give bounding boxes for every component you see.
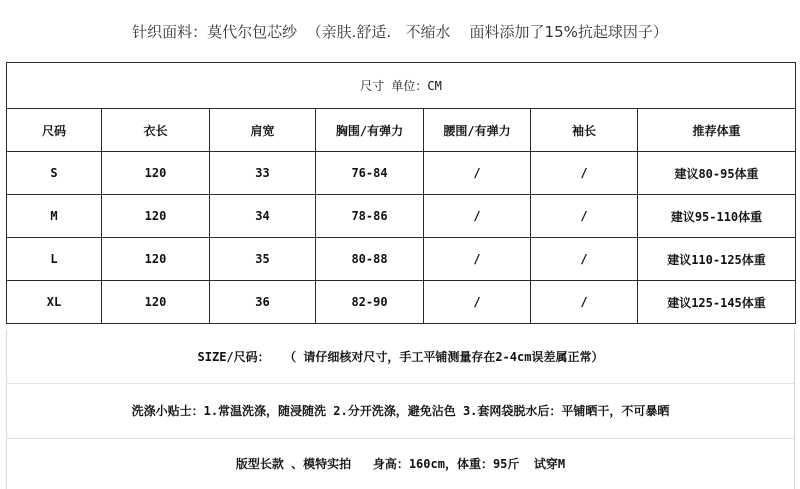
table-row	[7, 238, 796, 281]
length-cell: 120	[102, 195, 210, 238]
waist-cell: /	[424, 152, 531, 195]
unit-row	[7, 63, 796, 109]
waist-cell: /	[424, 281, 531, 324]
table-row	[7, 195, 796, 238]
shoulder-cell: 33	[210, 152, 316, 195]
waist-cell: /	[424, 238, 531, 281]
column-header: 肩宽	[210, 109, 316, 152]
notes-section	[6, 329, 795, 489]
column-header: 腰围/有弹力	[424, 109, 531, 152]
shoulder-cell: 34	[210, 195, 316, 238]
length-cell: 120	[102, 152, 210, 195]
size-note: SIZE/尺码： （ 请仔细核对尺寸，手工平铺测量存在2-4cm误差属正常）	[7, 329, 794, 384]
sleeve-cell: /	[531, 238, 638, 281]
size-table	[6, 62, 796, 324]
column-header: 推荐体重	[638, 109, 796, 152]
fabric-description: 针织面料：莫代尔包芯纱 （亲肤.舒适. 不缩水 面料添加了15%抗起球因子）	[132, 22, 668, 41]
shoulder-cell: 35	[210, 238, 316, 281]
weight-cell: 建议110-125体重	[638, 238, 796, 281]
table-row	[7, 152, 796, 195]
length-cell: 120	[102, 238, 210, 281]
unit-label: 尺寸 单位：CM	[7, 63, 796, 109]
size-cell: XL	[7, 281, 102, 324]
weight-cell: 建议125-145体重	[638, 281, 796, 324]
wash-tips: 洗涤小贴士：1.常温洗涤，随浸随洗 2.分开洗涤，避免沾色 3.套网袋脱水后：平铺晒干，不可暴晒	[7, 383, 794, 439]
column-header: 尺码	[7, 109, 102, 152]
size-cell: S	[7, 152, 102, 195]
model-info: 版型长款 、模特实拍 身高：160cm，体重：95斤 试穿M	[235, 457, 566, 471]
column-header: 袖长	[531, 109, 638, 152]
column-header: 衣长	[102, 109, 210, 152]
chest-cell: 78-86	[316, 195, 424, 238]
chest-cell: 76-84	[316, 152, 424, 195]
sleeve-cell: /	[531, 195, 638, 238]
column-header: 胸围/有弹力	[316, 109, 424, 152]
waist-cell: /	[424, 195, 531, 238]
size-cell: L	[7, 238, 102, 281]
size-cell: M	[7, 195, 102, 238]
sleeve-cell: /	[531, 281, 638, 324]
chest-cell: 82-90	[316, 281, 424, 324]
table-row	[7, 281, 796, 324]
chest-cell: 80-88	[316, 238, 424, 281]
length-cell: 120	[102, 281, 210, 324]
weight-cell: 建议80-95体重	[638, 152, 796, 195]
weight-cell: 建议95-110体重	[638, 195, 796, 238]
shoulder-cell: 36	[210, 281, 316, 324]
sleeve-cell: /	[531, 152, 638, 195]
header-row	[7, 109, 796, 152]
